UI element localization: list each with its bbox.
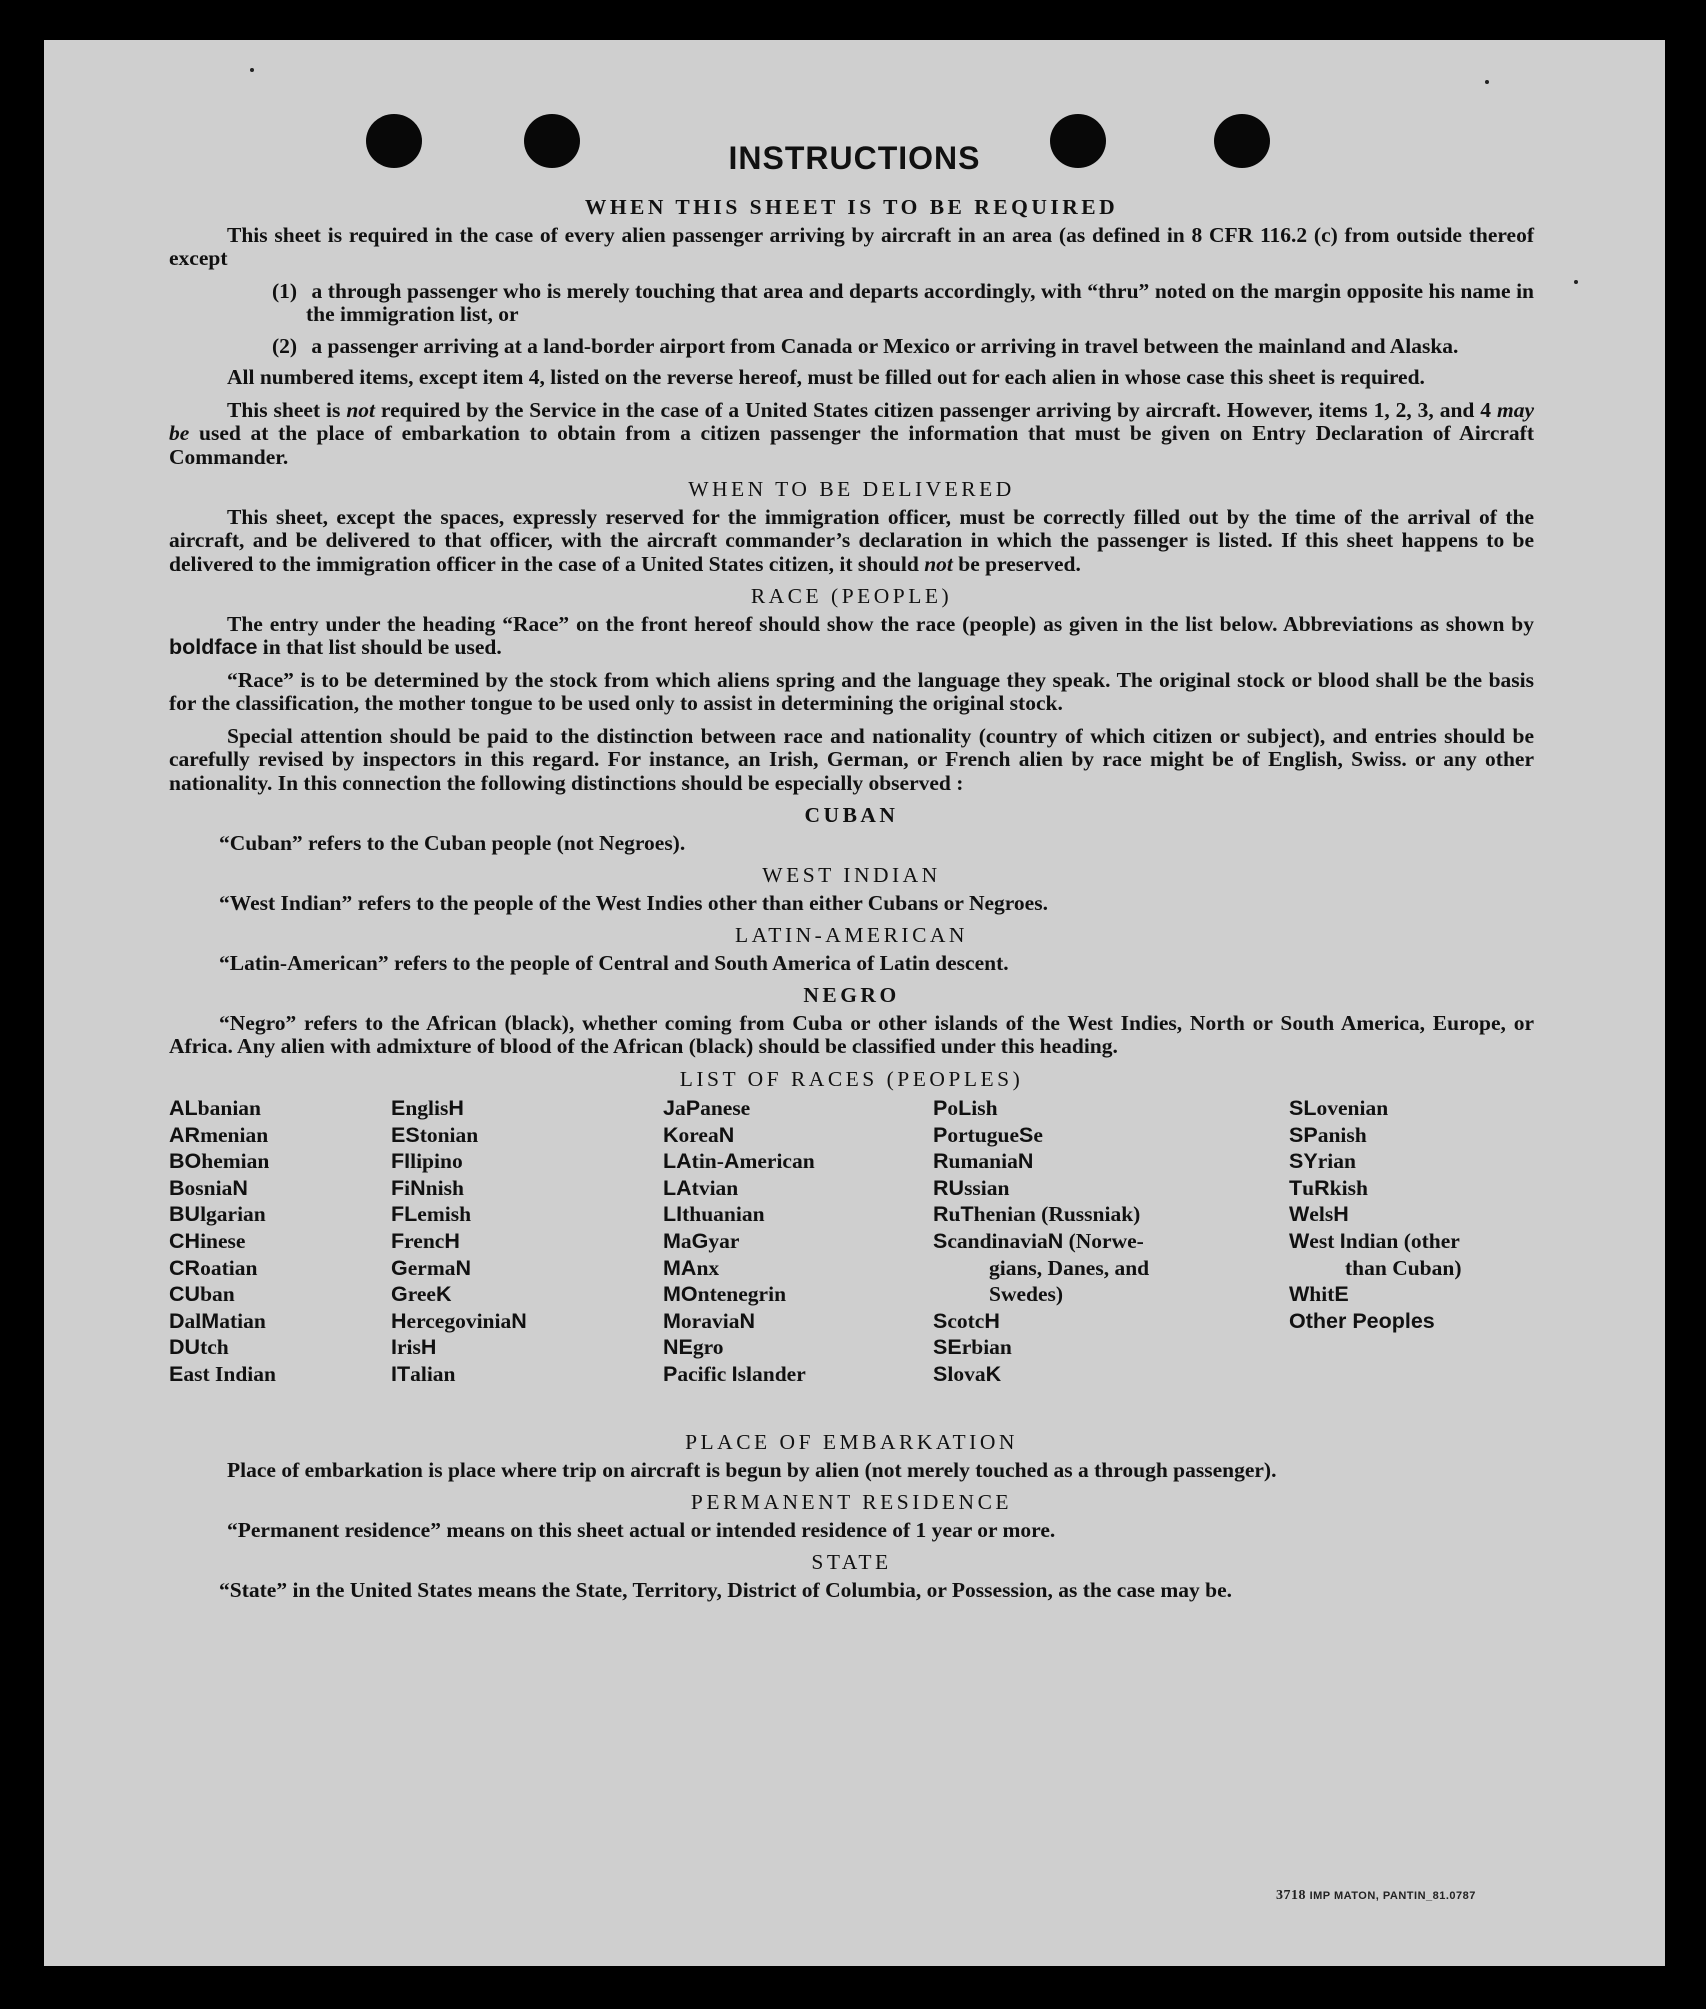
race-entry [391, 1334, 527, 1361]
race-abbreviation: W [1289, 1282, 1310, 1307]
text-run: The entry under the heading “Race” on the front hereof should show the race (people) as given in the list below. Abbreviations as shown by [227, 611, 1534, 636]
race-text: acific [677, 1361, 732, 1386]
race-text: i [404, 1175, 411, 1200]
race-text: tin- [691, 1149, 724, 1174]
text-run: in that list should be used. [257, 635, 502, 659]
race-text: els [1309, 1202, 1334, 1227]
race-entry [1289, 1281, 1462, 1308]
race-entry [169, 1334, 276, 1361]
text-run: required by the Service in the case of a United States citizen passenger arriving by aircraft. However, items 1, 2, 3, and 4 [375, 397, 1497, 422]
text-run: be preserved. [952, 551, 1081, 576]
race-abbreviation: E [391, 1096, 406, 1120]
race-text: henian (Russniak) [973, 1202, 1141, 1227]
race-abbreviation: F [391, 1228, 405, 1253]
heading-permanent-residence: PERMANENT RESIDENCE [690, 1490, 1013, 1514]
race-abbreviation: SL [1289, 1096, 1317, 1120]
italic-run: not [924, 551, 953, 576]
race-text: gians, Danes, and [989, 1255, 1150, 1280]
race-entry [391, 1308, 527, 1335]
race-text: tvian [691, 1175, 739, 1200]
race-para3: Special attention should be paid to the distinction between race and nationality (country of which citizen or subject), and entries should be carefully revised by inspectors in this regard. For instance, an Irish, German, or French alien by race might be of English, Swiss. or any other nationality. In this connection the following distinctions should be especially observed : [169, 723, 1534, 795]
exception-item-2 [272, 333, 1534, 359]
west-indian-text: “West Indian” refers to the people of the West Indies other than either Cubans or Negroes. [219, 890, 1048, 915]
heading-list-of-races: LIST OF RACES (PEOPLES) [679, 1066, 1024, 1091]
race-abbreviation: MO [663, 1282, 698, 1307]
race-para1 [169, 613, 1534, 660]
race-abbreviation: K [985, 1361, 1002, 1386]
race-text: nglis [405, 1096, 449, 1120]
race-text: e [1033, 1122, 1043, 1147]
race-abbreviation: J [663, 1096, 675, 1120]
race-text: oatian [200, 1255, 258, 1280]
required-para3 [169, 399, 1534, 470]
race-text: o [947, 1096, 959, 1120]
race-abbreviation: I [731, 1361, 738, 1386]
race-entry [663, 1361, 815, 1388]
race-text: ast Indian [183, 1361, 276, 1386]
instructions-body [169, 190, 1534, 1611]
race-text: hemian [201, 1149, 270, 1174]
race-entry [663, 1095, 815, 1122]
race-entry [1289, 1148, 1462, 1175]
form-number: 3718 [1276, 1888, 1306, 1903]
race-abbreviation: LA [663, 1175, 692, 1200]
race-entry [933, 1095, 1149, 1122]
embarkation-text: Place of embarkation is place where trip on aircraft is begun by alien (not merely touched as a through passenger). [227, 1457, 1277, 1482]
race-text: banian [197, 1096, 262, 1120]
race-text: cotc [947, 1308, 985, 1333]
race-text: kish [1329, 1175, 1368, 1200]
speck [250, 68, 254, 72]
race-abbreviation: K [663, 1122, 679, 1147]
race-entry [169, 1175, 276, 1202]
race-abbreviation: SP [1289, 1122, 1318, 1147]
race-entry [391, 1361, 527, 1388]
race-entry [1289, 1255, 1462, 1282]
race-abbreviation: E [1334, 1282, 1349, 1307]
race-text: al [184, 1308, 202, 1333]
race-entry [663, 1334, 815, 1361]
race-entry [933, 1122, 1149, 1149]
race-text: rbian [961, 1335, 1012, 1360]
race-text: yar [708, 1228, 740, 1253]
race-entry [169, 1148, 276, 1175]
race-text: u [948, 1202, 961, 1227]
race-text: ris [396, 1335, 421, 1360]
race-text: anish [1317, 1122, 1367, 1147]
race-abbreviation: CU [169, 1282, 201, 1307]
exception-item-1 [272, 278, 1535, 327]
speck [1485, 80, 1489, 84]
heading-delivered: WHEN TO BE DELIVERED [688, 477, 1015, 501]
race-entry [391, 1201, 527, 1228]
race-abbreviation: E [169, 1361, 184, 1386]
heading-required: WHEN THIS SHEET IS TO BE REQUIRED [584, 195, 1119, 219]
race-text: inese [200, 1228, 246, 1253]
form-sheet [44, 40, 1665, 1966]
race-entry [1289, 1122, 1462, 1149]
races-column [663, 1095, 815, 1388]
race-entry [933, 1334, 1149, 1361]
race-text: ree [407, 1282, 436, 1307]
race-abbreviation: N [410, 1175, 426, 1200]
race-entry [391, 1122, 527, 1149]
races-column [169, 1095, 276, 1388]
race-entry [663, 1228, 815, 1255]
race-entry [933, 1175, 1149, 1202]
race-abbreviation: H [420, 1335, 437, 1360]
race-text: lgarian [200, 1202, 266, 1227]
race-abbreviation: P [685, 1096, 701, 1120]
race-abbreviation: NE [663, 1335, 693, 1360]
race-abbreviation: N [1017, 1149, 1034, 1174]
race-entry [169, 1095, 276, 1122]
race-abbreviation: B [169, 1175, 185, 1200]
race-entry [169, 1361, 276, 1388]
race-abbreviation: M [201, 1308, 220, 1333]
race-text: anese [700, 1096, 751, 1120]
race-text: nx [696, 1255, 720, 1280]
race-abbreviation: S [933, 1308, 948, 1333]
page-title: INSTRUCTIONS [728, 140, 981, 176]
race-entry [1289, 1175, 1462, 1202]
race-abbreviation: H [984, 1308, 1000, 1333]
race-entry [1289, 1095, 1462, 1122]
text-run: This sheet, except the spaces, expressly reserved for the immigration officer, must be correctly filled out by the time of the arrival of the aircraft, and be delivered to that officer, with the aircraft commander’s declaration in which the passenger is listed. If this sheet happens to be delivered to the immigration officer in the case of a United States citizen, it should [169, 504, 1534, 576]
race-abbreviation: N [1047, 1228, 1064, 1253]
heading-embarkation: PLACE OF EMBARKATION [685, 1430, 1018, 1454]
race-text: umania [948, 1149, 1018, 1174]
race-text: u [1302, 1175, 1315, 1200]
race-abbreviation: W [1289, 1228, 1310, 1253]
negro-text: “Negro” refers to the African (black), whether coming from Cuba or other islands of the West Indies, North or South America, Europe, or Africa. Any alien with admixture of blood of the African (black) should be classified under this heading. [169, 1010, 1534, 1058]
race-abbreviation: P [933, 1122, 948, 1147]
race-text: lova [947, 1361, 986, 1386]
race-abbreviation: R [933, 1202, 949, 1227]
race-entry [663, 1122, 815, 1149]
race-abbreviation: H [1333, 1202, 1349, 1227]
race-abbreviation: L [958, 1096, 972, 1120]
required-intro: This sheet is required in the case of every alien passenger arriving by aircraft in an area (as defined in 8 CFR 116.2 (c) from outside thereof except [169, 222, 1534, 270]
race-entry [663, 1308, 815, 1335]
race-text: tonian [419, 1122, 479, 1147]
race-abbreviation: F [391, 1175, 405, 1200]
boldface-run: boldface [169, 635, 258, 659]
race-abbreviation: P [663, 1361, 678, 1386]
race-entry [933, 1148, 1149, 1175]
item-number: (1) [272, 278, 298, 303]
race-abbreviation: Other Peoples [1289, 1308, 1435, 1333]
speck [1574, 280, 1578, 284]
race-entry [1289, 1201, 1462, 1228]
race-text: candinavia [947, 1228, 1048, 1253]
race-abbreviation: H [391, 1308, 407, 1333]
race-abbreviation: R [1314, 1175, 1330, 1200]
race-abbreviation: S [1019, 1122, 1034, 1147]
race-entry [391, 1175, 527, 1202]
race-abbreviation: H [448, 1096, 464, 1120]
race-entry [391, 1095, 527, 1122]
race-abbreviation: P [933, 1096, 948, 1120]
race-entry [1289, 1228, 1462, 1255]
race-entry [933, 1228, 1149, 1255]
race-abbreviation: CH [169, 1228, 201, 1253]
race-abbreviation: FI [391, 1149, 411, 1174]
race-abbreviation: T [960, 1202, 974, 1227]
delivered-para [169, 506, 1534, 577]
race-abbreviation: M [663, 1228, 681, 1253]
latin-american-text: “Latin-American” refers to the people of Central and South America of Latin descent. [219, 950, 1009, 975]
race-abbreviation: LA [663, 1149, 692, 1174]
race-text: tch [200, 1335, 229, 1360]
race-text: ortugue [947, 1122, 1020, 1147]
heading-race: RACE (PEOPLE) [750, 584, 953, 608]
printer-imprint: IMP MATON, PANTIN_81.0787 [1309, 1890, 1476, 1902]
race-text: orea [678, 1122, 719, 1147]
race-abbreviation: G [691, 1228, 709, 1253]
race-text: ntenegrin [697, 1282, 787, 1307]
race-entry [169, 1228, 276, 1255]
race-entry [933, 1201, 1149, 1228]
race-text: ish [971, 1096, 998, 1120]
text-run: used at the place of embarkation to obtain from a citizen passenger the information that must be given on Entry Declaration of Aircraft Commander. [169, 421, 1534, 469]
race-entry [169, 1255, 276, 1282]
race-text: erma [407, 1255, 456, 1280]
race-text: atian [219, 1308, 266, 1333]
race-abbreviation: N [718, 1122, 735, 1147]
race-abbreviation: AR [169, 1122, 201, 1147]
state-text: “State” in the United States means the State, Territory, District of Columbia, or Possession, as the case may be. [219, 1577, 1233, 1602]
race-text: gro [692, 1335, 724, 1360]
races-column [1289, 1095, 1462, 1334]
race-abbreviation: T [1289, 1175, 1303, 1200]
race-entry [663, 1148, 815, 1175]
race-text: rian [1317, 1149, 1356, 1174]
cuban-text: “Cuban” refers to the Cuban people (not Negroes). [219, 830, 686, 855]
race-entry [169, 1308, 276, 1335]
race-abbreviation: BO [169, 1149, 202, 1174]
race-text: merican [739, 1149, 815, 1174]
race-text: Swedes) [989, 1282, 1064, 1307]
item-text: a through passenger who is merely touching that area and departs accordingly, with “thru” noted on the margin opposite his name in the immigration list, or [306, 278, 1535, 326]
races-column [933, 1095, 1149, 1388]
italic-run: may be [169, 397, 1534, 445]
race-abbreviation: N [511, 1308, 527, 1333]
race-abbreviation: I [1339, 1228, 1346, 1253]
heading-negro: NEGRO [803, 983, 900, 1007]
race-abbreviation: N [739, 1308, 755, 1333]
race-entry [933, 1361, 1149, 1388]
race-abbreviation: G [391, 1255, 408, 1280]
race-abbreviation: A [723, 1149, 740, 1174]
item-text: a passenger arriving at a land-border airport from Canada or Mexico or arriving in travel between the mainland and Alaska. [311, 333, 1459, 358]
heading-state: STATE [811, 1550, 892, 1574]
race-entry [169, 1281, 276, 1308]
race-abbreviation: AL [169, 1096, 198, 1120]
race-text: osnia [184, 1175, 233, 1200]
race-text: nish [425, 1175, 464, 1200]
race-text: a [674, 1096, 686, 1120]
item-number: (2) [272, 333, 298, 358]
race-entry [391, 1281, 527, 1308]
required-para2: All numbered items, except item 4, listed on the reverse hereof, must be filled out for each alien in whose case this sheet is required. [227, 365, 1425, 389]
race-text: alian [410, 1361, 456, 1386]
race-abbreviation: K [435, 1282, 452, 1307]
race-abbreviation: N [232, 1175, 248, 1200]
race-text: thuanian [682, 1202, 765, 1227]
race-text: slander [737, 1361, 806, 1386]
race-text: est [1309, 1228, 1340, 1253]
race-abbreviation: D [169, 1308, 185, 1333]
residence-text: “Permanent residence” means on this sheet actual or intended residence of 1 year or more. [227, 1517, 1056, 1542]
race-abbreviation: ES [391, 1122, 420, 1147]
race-entry [663, 1255, 815, 1282]
race-entry [663, 1201, 815, 1228]
race-abbreviation: FL [391, 1202, 418, 1227]
printer-footer [1276, 1888, 1476, 1904]
race-abbreviation: SE [933, 1335, 962, 1360]
race-text: renc [404, 1228, 445, 1253]
italic-run: not [346, 397, 375, 422]
text-run: This sheet is [227, 397, 347, 422]
race-abbreviation: G [391, 1282, 408, 1307]
heading-latin-american: LATIN-AMERICAN [735, 923, 968, 947]
race-text: a [680, 1228, 692, 1253]
race-entry [391, 1148, 527, 1175]
race-abbreviation: W [1289, 1202, 1310, 1227]
race-text: (Norwe- [1063, 1228, 1144, 1253]
race-abbreviation: I [391, 1335, 397, 1360]
race-entry [933, 1308, 1149, 1335]
race-abbreviation: DU [169, 1335, 201, 1360]
race-text: menian [200, 1122, 269, 1147]
race-abbreviation: R [933, 1149, 949, 1174]
race-para2: “Race” is to be determined by the stock from which aliens spring and the language they speak. The original stock or blood shall be the basis for the classification, the mother tongue to be used only to assist in determining the original stock. [169, 667, 1534, 715]
race-entry [169, 1201, 276, 1228]
race-abbreviation: BU [169, 1202, 201, 1227]
race-entry [933, 1281, 1149, 1308]
race-abbreviation: RU [933, 1175, 965, 1200]
race-text: ssian [964, 1175, 1010, 1200]
race-abbreviation: M [663, 1308, 681, 1333]
race-text: ovenian [1316, 1096, 1389, 1120]
race-text: oravia [680, 1308, 740, 1333]
race-abbreviation: S [933, 1361, 948, 1386]
race-entry [1289, 1308, 1462, 1335]
races-column [391, 1095, 527, 1388]
race-entry [663, 1175, 815, 1202]
race-entry [169, 1122, 276, 1149]
race-entry [391, 1255, 527, 1282]
races-list [169, 1095, 1534, 1425]
race-entry [933, 1255, 1149, 1282]
race-text: than Cuban) [1345, 1255, 1462, 1280]
race-abbreviation: SY [1289, 1149, 1318, 1174]
race-abbreviation: S [933, 1228, 948, 1253]
race-text: ban [200, 1282, 235, 1307]
race-entry [391, 1228, 527, 1255]
heading-cuban: CUBAN [804, 803, 899, 827]
race-abbreviation: MA [663, 1255, 697, 1280]
race-text: ndian (other [1345, 1228, 1460, 1253]
race-text: emish [417, 1202, 472, 1227]
race-text: hit [1309, 1282, 1335, 1307]
race-abbreviation: H [444, 1228, 460, 1253]
race-abbreviation: IT [391, 1361, 411, 1386]
race-text: lipino [410, 1149, 463, 1174]
race-abbreviation: LI [663, 1202, 683, 1227]
heading-west-indian: WEST INDIAN [762, 863, 941, 887]
race-abbreviation: CR [169, 1255, 201, 1280]
race-entry [663, 1281, 815, 1308]
race-text: ercegovinia [406, 1308, 512, 1333]
race-abbreviation: N [455, 1255, 472, 1280]
